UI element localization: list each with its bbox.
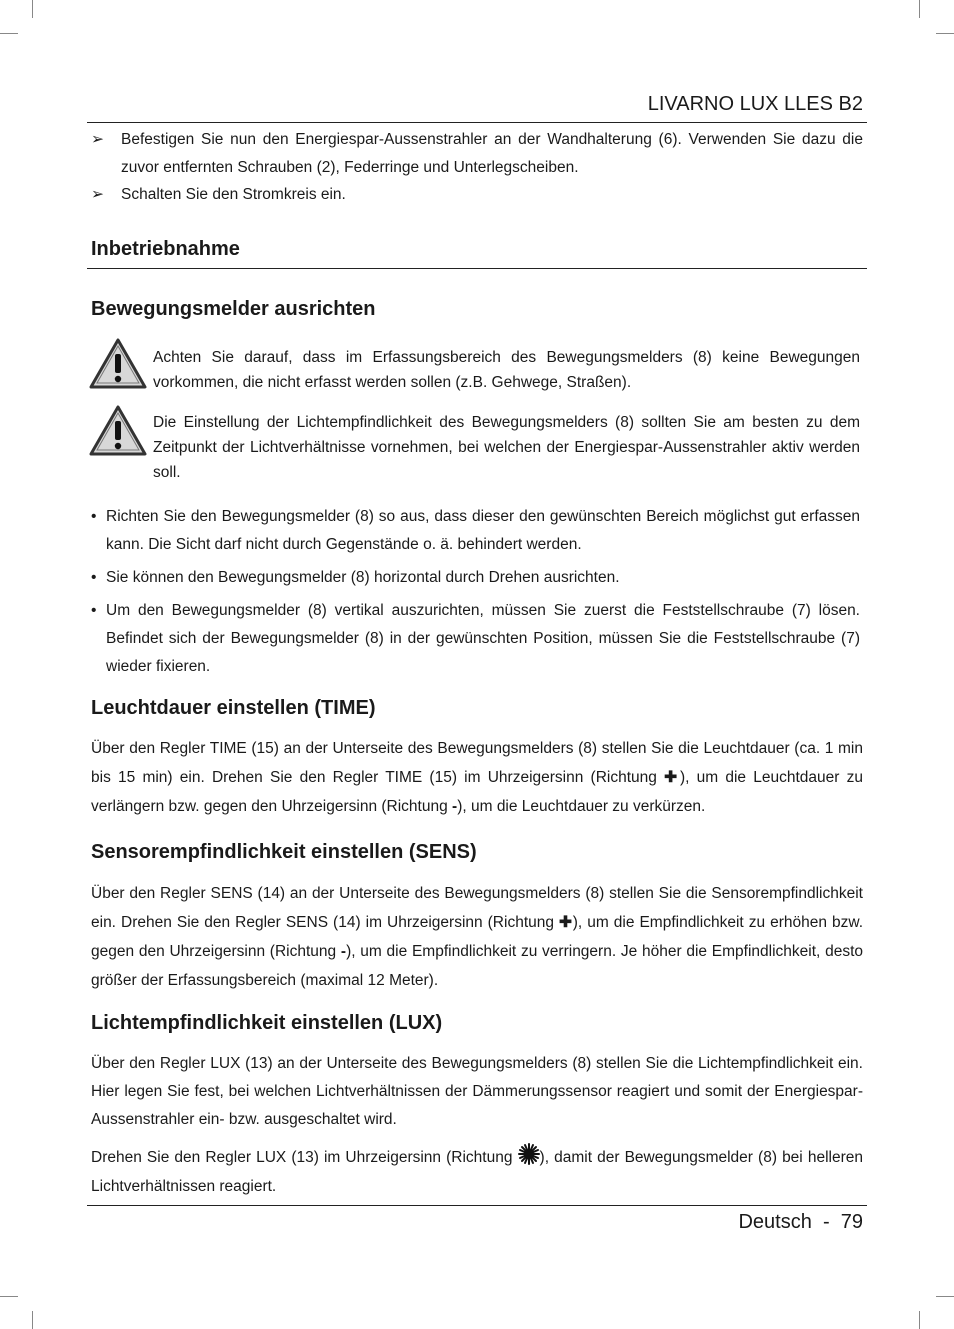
section-title-ausrichten: Bewegungsmelder ausrichten — [91, 298, 376, 320]
crop-mark — [919, 1311, 920, 1329]
warning-text: Achten Sie darauf, dass im Erfassungsbereich des Bewegungsmelders (8) keine Bewegungen vorkommen, die nicht erfasst werden sollen (z.B. Gehwege, Straßen). — [153, 349, 860, 391]
section-title-inbetriebnahme: Inbetriebnahme — [91, 238, 240, 260]
section-title-time: Leuchtdauer einstellen (TIME) — [91, 697, 376, 719]
plus-icon: ✚ — [664, 769, 680, 786]
lux-paragraph-1: Über den Regler LUX (13) an der Unterseite des Bewegungsmelders (8) stellen Sie die Lichtempfindlichkeit ein. Hier legen Sie fest, bei welchen Lichtverhältnissen der Dämmerungssensor reagiert und somit der Energiespar-Aussenstrahler ein- bzw. ausgeschaltet wird. — [91, 1055, 863, 1128]
warning-triangle-icon — [89, 404, 147, 456]
crop-mark — [936, 1296, 954, 1297]
crop-mark — [32, 1311, 33, 1329]
time-paragraph: Über den Regler TIME (15) an der Unterseite des Bewegungsmelders (8) stellen Sie die Leuchtdauer (ca. 1 min bis 15 min) ein. Drehen Sie den Regler TIME (15) im Uhrzeigersinn (Richtung ✚), um die Leuchtdauer zu verlängern bzw. gegen den Uhrzeigersinn (Richtung -), um die Leuchtdauer zu verkürzen. — [91, 740, 863, 815]
list-item: ➢ Schalten Sie den Stromkreis ein. — [91, 181, 863, 209]
sens-paragraph: Über den Regler SENS (14) an der Unterseite des Bewegungsmelders (8) stellen Sie die Sensorempfindlichkeit ein. Drehen Sie den Regler SENS (14) im Uhrzeigersinn (Richtung ✚), um die Empfindlichkeit zu erhöhen bzw. gegen den Uhrzeigersinn (Richtung -), um die Empfindlichkeit zu verringern. Je höher die Empfindlichkeit, desto größer der Erfassungsbereich (maximal 12 Meter). — [91, 885, 864, 989]
plus-icon: ✚ — [559, 914, 573, 931]
arrow-bullet-icon: ➢ — [91, 131, 104, 148]
header-rule — [87, 122, 867, 123]
section-title-lux: Lichtempfindlichkeit einstellen (LUX) — [91, 1012, 443, 1034]
footer-rule — [87, 1205, 867, 1206]
sun-icon — [518, 1143, 540, 1165]
crop-mark — [0, 1296, 18, 1297]
list-item: • Richten Sie den Bewegungsmelder (8) so aus, dass dieser den gewünschten Bereich möglichst gut erfassen kann. Die Sicht darf nicht durch Gegenstände o. ä. behindert werden. — [91, 503, 860, 559]
bullet-icon: • — [91, 569, 97, 586]
header-title: LIVARNO LUX LLES B2 — [647, 93, 863, 115]
crop-mark — [936, 33, 954, 34]
section-title-sens: Sensorempfindlichkeit einstellen (SENS) — [91, 841, 477, 863]
section-rule — [87, 268, 867, 269]
crop-mark — [919, 0, 920, 18]
page-footer: Deutsch - 79 — [738, 1211, 863, 1233]
minus-icon: - — [452, 798, 458, 815]
list-item: • Um den Bewegungsmelder (8) vertikal auszurichten, müssen Sie zuerst die Feststellschraube (7) lösen. Befindet sich der Bewegungsmelder (8) in der gewünschten Position, müssen Sie die Feststellschraube (7) wieder fixieren. — [91, 597, 860, 681]
bullet-icon: • — [91, 602, 97, 619]
warning-triangle-icon — [89, 337, 147, 389]
list-item: • Sie können den Bewegungsmelder (8) horizontal durch Drehen ausrichten. — [91, 564, 860, 592]
arrow-bullet-icon: ➢ — [91, 186, 104, 203]
lux-paragraph-2: Drehen Sie den Regler LUX (13) im Uhrzeigersinn (Richtung ), damit der Bewegungsmelder (8) bei helleren Lichtverhältnissen reagiert. — [91, 1143, 863, 1201]
crop-mark — [0, 33, 18, 34]
crop-mark — [32, 0, 33, 18]
list-item: ➢ Befestigen Sie nun den Energiespar-Aussenstrahler an der Wandhalterung (6). Verwenden Sie dazu die zuvor entfernten Schrauben (2), Federringe und Unterlegscheiben. — [91, 126, 863, 182]
warning-text: Die Einstellung der Lichtempfindlichkeit des Bewegungsmelders (8) sollten Sie am besten zu dem Zeitpunkt der Lichtverhältnisse vornehmen, bei welchen der Energiespar-Aussenstrahler aktiv werden soll. — [153, 414, 860, 481]
bullet-icon: • — [91, 508, 97, 525]
minus-icon: - — [340, 943, 347, 960]
